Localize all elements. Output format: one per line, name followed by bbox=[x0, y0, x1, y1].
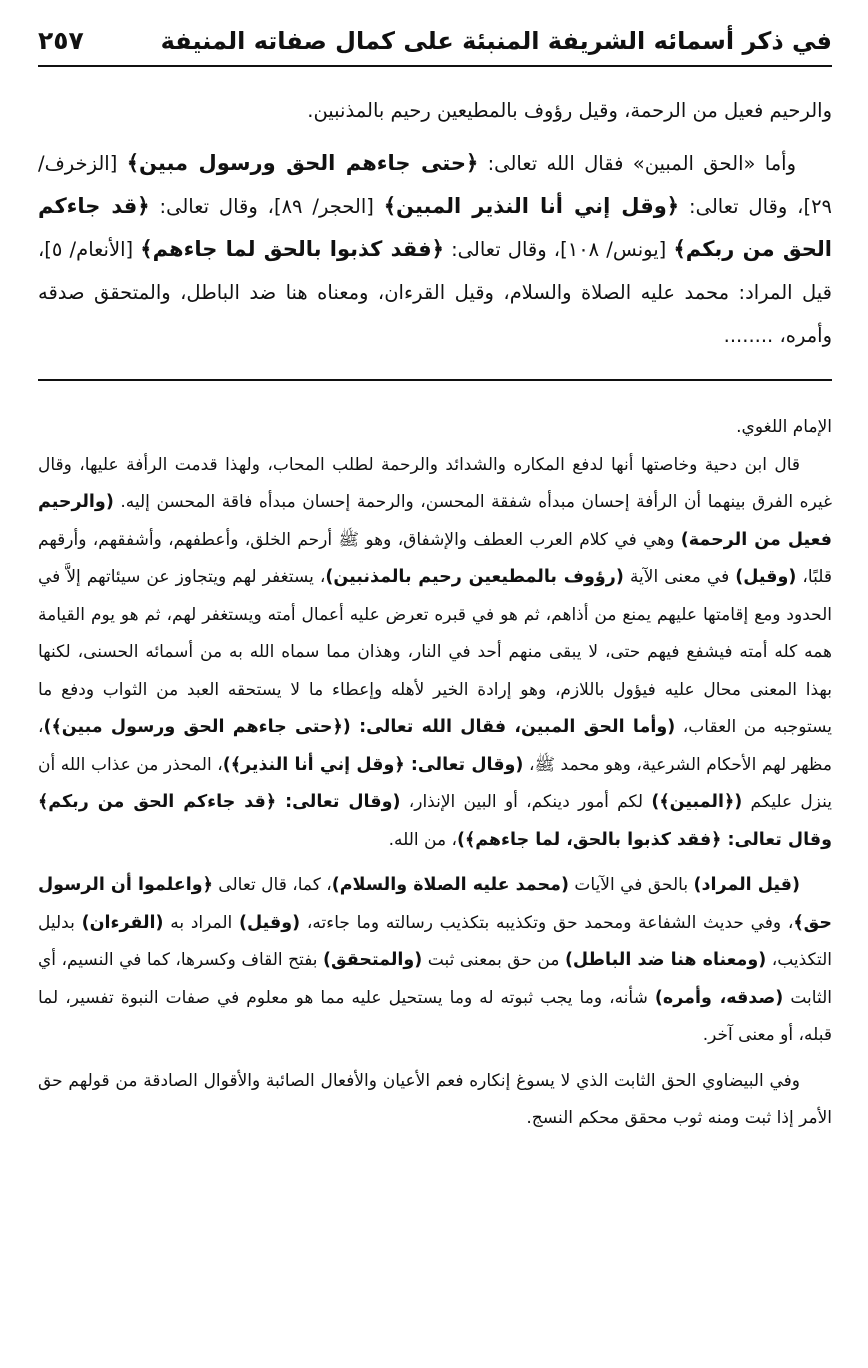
text-run: ، مظهر لهم الأحكام الشرعية، وهو محمد ﷺ، bbox=[38, 717, 832, 775]
text-run: ، يستغفر لهم ويتجاوز عن سيئاتهم إلاَّ في الحدود ومع إقامتها عليهم يمنع من أذاهم، ثم هو في قبره تعرض عليه أعمال أمته ويستغفر لهم، ثم هو يوم القيامة همه كله أمته فيشفع فيهم حتى، لا يبقى منهم أحد في النار، وهذان مما سماه الله به من أسمائه الحسنى، لكنها بهذا المعنى محال عليه فيؤول باللازم، وهو إرادة الخير لأهله وإعطاء ما لا يستحقه العبد من الثواب ودفع ما يستوجبه من العقاب، bbox=[38, 567, 833, 737]
quran-verse: ﴿قد جاءكم الحق من ربكم﴾ bbox=[38, 194, 832, 261]
quran-verse: ﴿فقد كذبوا بالحق لما جاءهم﴾ bbox=[140, 237, 444, 261]
text-run: [الزخرف/ ٢٩]، وقال تعالى: bbox=[38, 152, 833, 218]
text-run: [الحجر/ ٨٩]، وقال تعالى: bbox=[149, 195, 384, 218]
quoted-text: (وقيل) bbox=[735, 567, 797, 587]
page-number: ٢٥٧ bbox=[38, 26, 84, 55]
text-run: بالحق في الآيات bbox=[568, 875, 694, 895]
text-run: وهي في كلام العرب العطف والإشفاق، وهو ﷺ أرحم الخلق، وأعطفهم، وأشفقهم، وأرقهم قلبًا، bbox=[38, 529, 832, 587]
text-run: قال ابن دحية وخاصتها أنها لدفع المكاره والشدائد والرحمة لطلب المحاب، ولهذا قدمت الرأفة عليها، وقال غيره الفرق بينهما أن الرأفة إحسان مبدأه شفقة المحسن، والرحمة إحسان مبدأه فاقة المحسن إليه. bbox=[38, 454, 832, 512]
text-run: لكم أمور دينكم، أو البين الإنذار، bbox=[400, 792, 652, 812]
section-rule bbox=[38, 379, 832, 381]
text-run: ، كما، قال تعالى bbox=[212, 875, 332, 895]
text-run: ، المحذر من عذاب الله أن ينزل عليكم bbox=[38, 754, 832, 812]
text-run: شأنه، وما يجب ثبوته له وما يستحيل عليه مما هو معلوم في صفات النبوة تفسير، لما قبله، أو معنى آخر. bbox=[38, 987, 832, 1045]
text-run: ، وفي حديث الشفاعة ومحمد حق وتكذيبه بتكذيب رسالته وما جاءته، bbox=[300, 912, 794, 933]
quoted-text: (وأما الحق المبين، فقال الله تعالى: (﴿حتى جاءهم الحق ورسول مبين﴾) bbox=[43, 717, 676, 737]
quoted-text: (وقال تعالى: ﴿وقل إني أنا النذير﴾) bbox=[222, 754, 524, 775]
text-run: في معنى الآية bbox=[623, 567, 736, 587]
quoted-text: (محمد عليه الصلاة والسلام) bbox=[331, 875, 569, 895]
text-run: من حق بمعنى ثبت bbox=[422, 950, 565, 970]
quoted-text: (والمتحقق) bbox=[322, 950, 423, 970]
quoted-text: (قيل المراد) bbox=[693, 875, 801, 895]
text-run: [الأنعام/ ٥]، قيل المراد: محمد عليه الصلاة والسلام، وقيل القرءان، ومعناه هنا ضد الباطل، والمتحقق صدقه وأمره، ........ bbox=[38, 238, 832, 347]
header-rule bbox=[38, 65, 832, 67]
commentary bbox=[38, 409, 832, 1138]
commentary-paragraph-3 bbox=[38, 867, 832, 1055]
text-run: المراد به bbox=[163, 912, 240, 933]
commentary-paragraph-2 bbox=[38, 447, 832, 860]
quran-verse: ﴿واعلموا أن الرسول حق﴾ bbox=[38, 875, 833, 933]
main-text bbox=[38, 89, 832, 357]
quran-verse: ﴿حتى جاءهم الحق ورسول مبين﴾ bbox=[126, 151, 479, 175]
text-run: [يونس/ ١٠٨]، وقال تعالى: bbox=[443, 238, 674, 261]
main-paragraph-1: والرحيم فعيل من الرحمة، وقيل رؤوف بالمطيعين رحيم بالمذنبين. bbox=[307, 99, 832, 122]
text-run: بدليل التكذيب، bbox=[38, 912, 832, 970]
quoted-text: (القرءان) bbox=[81, 912, 164, 933]
main-paragraph-2 bbox=[38, 142, 832, 357]
quran-verse: ﴿وقل إني أنا النذير المبين﴾ bbox=[383, 194, 680, 218]
quoted-text: (رؤوف بالمطيعين رحيم بالمذنبين) bbox=[325, 567, 624, 587]
page-header bbox=[38, 26, 832, 65]
quoted-text: (﴿المبين﴾) bbox=[651, 792, 743, 812]
quoted-text: (وقيل) bbox=[239, 912, 301, 933]
commentary-paragraph-4: وفي البيضاوي الحق الثابت الذي لا يسوغ إنكاره فعم الأعيان والأفعال الصائبة والأقوال الصادقة من قولهم حق الأمر إذا ثبت ومنه ثوب محقق محكم النسج. bbox=[38, 1070, 832, 1128]
quoted-text: (والرحيم فعيل من الرحمة) bbox=[38, 492, 832, 550]
text-run: وأما «الحق المبين» فقال الله تعالى: bbox=[478, 152, 797, 175]
quoted-text: (ومعناه هنا ضد الباطل) bbox=[564, 950, 767, 970]
quoted-text: (صدقه، وأمره) bbox=[654, 987, 784, 1008]
text-run: ، من الله. bbox=[388, 829, 457, 850]
running-title: في ذكر أسمائه الشريفة المنبئة على كمال صفاته المنيفة bbox=[160, 27, 832, 55]
quoted-text: (وقال تعالى: ﴿قد جاءكم الحق من ربكم﴾ وقال تعالى: ﴿فقد كذبوا بالحق، لما جاءهم﴾) bbox=[38, 792, 832, 850]
text-run: بفتح القاف وكسرها، كما في النسيم، أي الثابت bbox=[38, 950, 832, 1008]
commentary-paragraph-1: الإمام اللغوي. bbox=[736, 417, 832, 437]
